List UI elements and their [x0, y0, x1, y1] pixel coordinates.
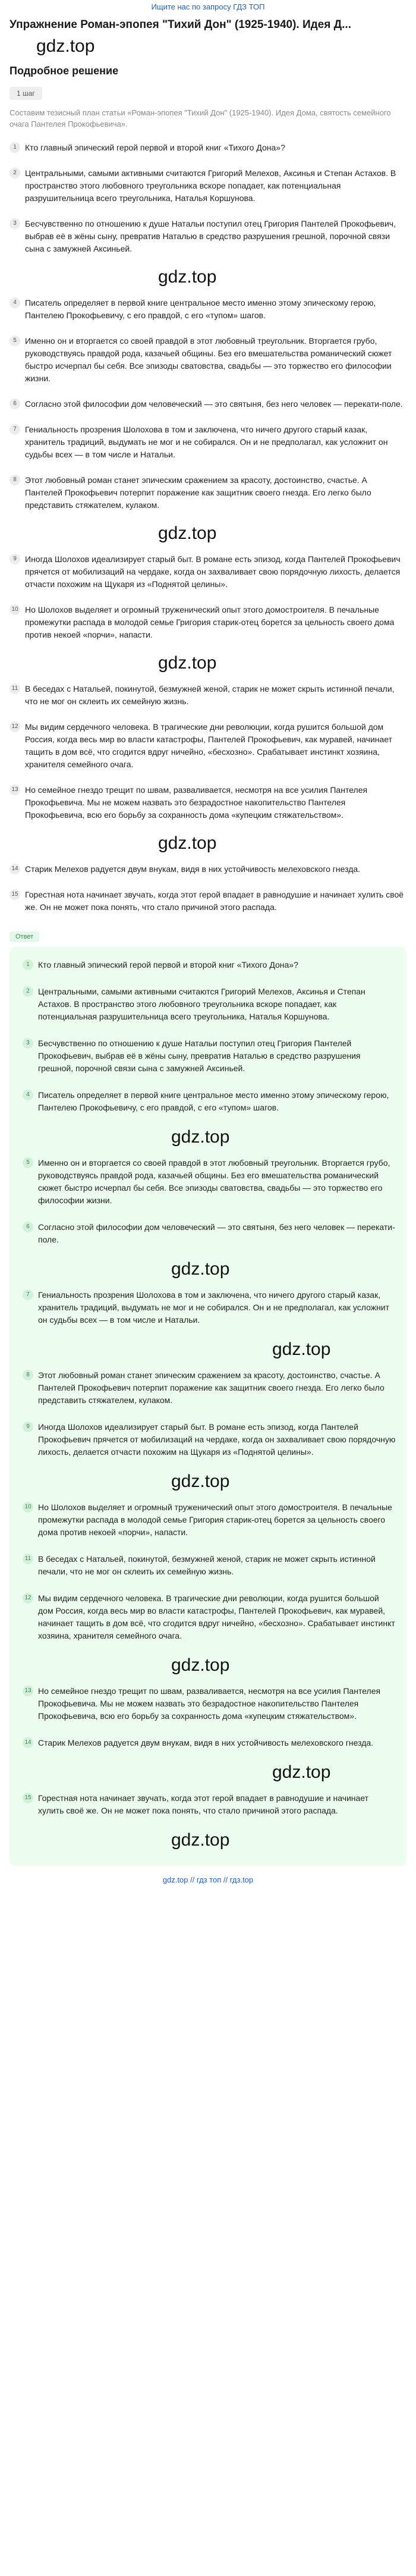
list-item [10, 474, 406, 512]
item-number: 13 [23, 1686, 33, 1696]
item-text: Бесчувственно по отношению к душе Натальи поступил отец Григория Пантелей Прокофьевич, выбрав её в жёны сыну, превратив Наталью в средство разрушения грешной, порочной связи сына с замужней Аксиньей. [25, 219, 396, 253]
list-item [23, 1037, 396, 1075]
watermark: gdz.top [158, 653, 217, 673]
item-number: 14 [10, 864, 20, 874]
item-text: Горестная нота начинает звучать, когда этот герой впадает в равнодушие и начинает хулить своё же. Он не может пока понять, что стало причиной этого распада. [25, 890, 404, 912]
task-text: Составим тезисный план статьи «Роман-эпопея "Тихий Дон" (1925-1940). Идея Дома, святость семейного очага Пантелея Прокофьевича». [10, 108, 391, 128]
list-item [10, 423, 406, 461]
list-item [10, 218, 406, 255]
item-text: Но Шолохов выделяет и огромный труженический опыт этого домостроителя. В печальные промежутки распада в молодой семье Григория старик-отец борется за цельность своего дома против некоей «порчи», напасти. [38, 1502, 392, 1537]
list-item [10, 604, 406, 641]
watermark: gdz.top [171, 1127, 230, 1147]
item-text: Мы видим сердечного человека. В трагические дни революции, когда рушится большой дом Россия, когда весь мир во власти катастрофы, Пантелей Прокофьевич, как муравей, начинает тащить в дом всё, что сгодится вдруг ничейно, «бесхозно». Срабатывает инстинкт хозяина, хранителя семейного очага. [38, 1593, 395, 1640]
item-number: 2 [10, 168, 20, 178]
item-text: Мы видим сердечного человека. В трагические дни революции, когда рушится большой дом Россия, когда весь мир во власти катастрофы, Пантелей Прокофьевич, как муравей, начинает тащить в дом всё, что сгодится вдруг ничейно, «бесхозно». Срабатывает инстинкт хозяина, хранителя семейного очага. [25, 722, 393, 769]
item-text: Этот любовный роман станет эпическим сражением за красоту, достоинство, счастье. А Пантелей Прокофьевич потерпит поражение как защитник своего гнезда. Его легко было представить стяжателем, кулаком. [38, 1370, 385, 1405]
item-number: 15 [10, 889, 20, 900]
list-item [10, 553, 406, 591]
item-number: 7 [23, 1289, 33, 1300]
item-text: В беседах с Натальей, покинутой, безмужней женой, старик не может скрыть истинной печали, что не мог он склеить их семейную жизнь. [38, 1554, 376, 1576]
item-number: 1 [23, 959, 33, 970]
list-item [10, 297, 406, 322]
step-badge: 1 шаг [10, 87, 42, 100]
list-item [23, 1792, 396, 1817]
list-item [10, 683, 406, 708]
item-text: Гениальность прозрения Шолохова в том и заключена, что ничего другого старый казак, хранитель традиций, выдумать не мог и не собирался. Он и не предполагал, как усложнит он судьбы всех — в том числе и Натальи. [38, 1290, 390, 1325]
list-item [23, 1553, 396, 1578]
list-item [23, 1289, 396, 1326]
item-number: 7 [10, 424, 20, 435]
page-title: Упражнение Роман-эпопея "Тихий Дон" (1925-1940). Идея Д... [10, 18, 351, 31]
item-text: Именно он и вторгается со своей правдой в этот любовный треугольник. Вторгается грубо, руководствуясь правдой рода, казачьей общины. Без его вмешательства романический сюжет быстро исчерпал бы себя. Все эпизоды сватовства, свадьбы — это торжество его философии жизни. [25, 336, 392, 383]
section-heading: Подробное решение [10, 65, 119, 77]
item-number: 3 [10, 218, 20, 229]
watermark: gdz.top [272, 1762, 331, 1782]
answer-box [10, 947, 406, 1866]
item-number: 4 [23, 1090, 33, 1100]
item-number: 9 [23, 1422, 33, 1432]
list-item [10, 721, 406, 771]
item-number: 12 [10, 721, 20, 732]
list-item [10, 167, 406, 205]
list-item [23, 1592, 396, 1642]
item-number: 10 [23, 1502, 33, 1513]
list-item [23, 1089, 396, 1114]
list-item [23, 1685, 396, 1722]
item-text: Но Шолохов выделяет и огромный труженический опыт этого домостроителя. В печальные промежутки распада в молодой семье Григория старик-отец борется за цельность своего дома против некоей «порчи», напасти. [25, 605, 395, 639]
list-item [23, 1501, 396, 1539]
item-number: 8 [10, 475, 20, 485]
item-number: 4 [10, 297, 20, 308]
item-text: Но семейное гнездо трещит по швам, разваливается, несмотря на все усилия Пантелея Прокофьевича. Мы не можем назвать это безрадостное накопительство Пантелея Прокофьевича, всю его борьбу за сохранность дома «купецким стяжательством». [25, 785, 368, 820]
watermark: gdz.top [272, 1339, 331, 1359]
item-number: 11 [23, 1554, 33, 1564]
item-text: Писатель определяет в первой книге центральное место именно этому эпическому герою, Пантелею Прокофьевичу, с его правдой, с его «тупом» шагов. [25, 298, 376, 320]
item-text: Старик Мелехов радуется двум внукам, видя в них устойчивость мелеховского гнезда. [25, 864, 361, 874]
list-item [10, 142, 406, 154]
item-text: Горестная нота начинает звучать, когда этот герой впадает в равнодушие и начинает хулить своё же. Он не может пока понять, что стало причиной этого распада. [38, 1793, 369, 1815]
item-text: Но семейное гнездо трещит по швам, разваливается, несмотря на все усилия Пантелея Прокофьевича. Мы не можем назвать это безрадостное накопительство Пантелея Прокофьевича, всю его борьбу за сохранность дома «купецким стяжательством». [38, 1686, 381, 1721]
item-text: Кто главный эпический герой первой и второй книг «Тихого Дона»? [38, 960, 298, 969]
list-item [23, 1421, 396, 1458]
list-item [23, 986, 396, 1023]
watermark: gdz.top [171, 1830, 230, 1850]
item-text: Писатель определяет в первой книге центральное место именно этому эпическому герою, Пантелею Прокофьевичу, с его правдой, с его «тупом» шагов. [38, 1090, 389, 1112]
answer-label: Ответ [10, 931, 39, 942]
item-number: 2 [23, 986, 33, 997]
item-number: 5 [23, 1157, 33, 1168]
list-item [10, 889, 406, 914]
watermark: gdz.top [171, 1471, 230, 1491]
item-number: 15 [23, 1793, 33, 1803]
list-item [23, 1157, 396, 1207]
item-text: Центральными, самыми активными считаются Григорий Мелехов, Аксинья и Степан Астахов. В пространство этого любовного треугольника вскоре попадает, как потенциальная разрушительница всего треугольника, Наталья Коршунова. [25, 168, 396, 203]
list-item [10, 863, 406, 876]
list-item [23, 1737, 396, 1749]
list-item [10, 398, 406, 410]
item-text: Именно он и вторгается со своей правдой в этот любовный треугольник. Вторгается грубо, руководствуясь правдой рода, казачьей общины. Без его вмешательства романический сюжет быстро исчерпал бы себя. Все эпизоды сватовства, свадьбы — это торжество его философии жизни. [38, 1158, 390, 1205]
item-number: 11 [10, 683, 20, 694]
list-item [10, 335, 406, 385]
watermark: gdz.top [158, 267, 217, 287]
watermark: gdz.top [158, 833, 217, 853]
item-number: 13 [10, 785, 20, 795]
item-text: Иногда Шолохов идеализирует старый быт. В романе есть эпизод, когда Пантелей Прокофьевич прячется от мобилизаций на чердаке, когда он захваливает свою порядочную лихость, делается отчасти похожим на Щукаря из «Поднятой целины». [25, 554, 401, 589]
item-text: Этот любовный роман станет эпическим сражением за красоту, достоинство, счастье. А Пантелей Прокофьевич потерпит поражение как защитник своего гнезда. Его легко было представить стяжателем, кулаком. [25, 475, 371, 510]
list-item [23, 959, 396, 971]
item-text: Согласно этой философии дом человеческий — это святыня, без него человек — перекати-поле. [38, 1222, 395, 1244]
list-item [23, 1221, 396, 1246]
item-number: 14 [23, 1737, 33, 1748]
item-text: Кто главный эпический герой первой и второй книг «Тихого Дона»? [25, 143, 285, 152]
item-number: 12 [23, 1593, 33, 1604]
item-text: Гениальность прозрения Шолохова в том и заключена, что ничего другого старый казак, хранитель традиций, выдумать не мог и не собирался. Он и не предполагал, как усложнит он судьбы всех — в том числе и Натальи. [25, 425, 388, 459]
item-text: Согласно этой философии дом человеческий — это святыня, без него человек — перекати-поле. [25, 399, 403, 409]
item-text: Старик Мелехов радуется двум внукам, видя в них устойчивость мелеховского гнезда. [38, 1738, 374, 1747]
item-number: 8 [23, 1370, 33, 1380]
item-number: 3 [23, 1038, 33, 1049]
search-banner[interactable]: Ищите нас по запросу ГДЗ ТОП [151, 2, 265, 11]
watermark: gdz.top [171, 1655, 230, 1675]
footer-links[interactable]: gdz.top // гдз топ // гдз.top [162, 1875, 254, 1884]
item-number: 6 [10, 399, 20, 409]
item-text: В беседах с Натальей, покинутой, безмужней женой, старик не может скрыть истинной печали, что не мог он склеить их семейную жизнь. [25, 684, 395, 706]
item-number: 1 [10, 142, 20, 153]
watermark: gdz.top [171, 1259, 230, 1279]
item-text: Бесчувственно по отношению к душе Натальи поступил отец Григория Пантелей Прокофьевич, выбрав её в жёны сыну, превратив Наталью в средство разрушения грешной, порочной связи сына с замужней Аксиньей. [38, 1038, 361, 1073]
item-number: 9 [10, 554, 20, 564]
item-number: 5 [10, 335, 20, 346]
answer-list [23, 959, 396, 1849]
item-number: 10 [10, 604, 20, 615]
item-text: Центральными, самыми активными считаются Григорий Мелехов, Аксинья и Степан Астахов. В пространство этого любовного треугольника вскоре попадает, как потенциальная разрушительница всего треугольника, Наталья Коршунова. [38, 987, 365, 1021]
item-number: 6 [23, 1222, 33, 1232]
watermark: gdz.top [158, 523, 217, 543]
list-item [10, 784, 406, 821]
item-text: Иногда Шолохов идеализирует старый быт. В романе есть эпизод, когда Пантелей Прокофьевич прячется от мобилизаций на чердаке, когда он захваливает свою порядочную лихость, делается отчасти похожим на Щукаря из «Поднятой целины». [38, 1422, 396, 1457]
watermark: gdz.top [36, 36, 95, 56]
solution-list [10, 142, 406, 914]
list-item [23, 1369, 396, 1407]
